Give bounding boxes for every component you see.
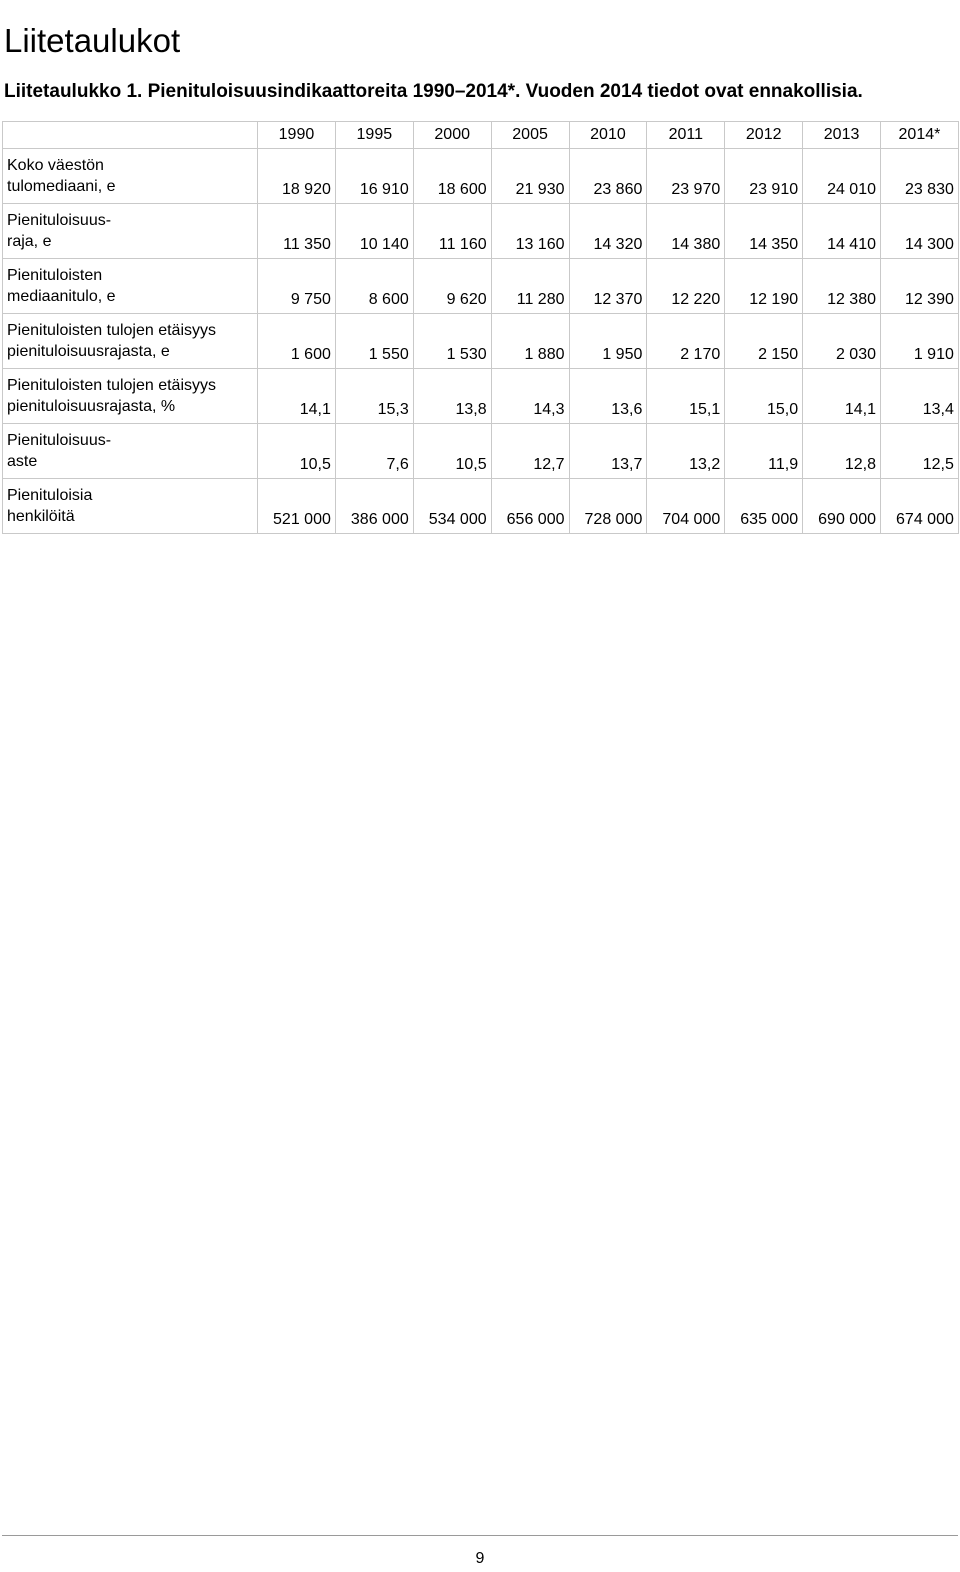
value-cell: 14 300 — [881, 204, 959, 259]
row-label — [3, 259, 258, 314]
value-cell: 1 880 — [491, 314, 569, 369]
value-cell: 656 000 — [491, 479, 569, 534]
value-cell: 14 380 — [647, 204, 725, 259]
value-cell: 1 910 — [881, 314, 959, 369]
value-cell: 12 220 — [647, 259, 725, 314]
table-header-row — [3, 122, 959, 149]
row-label-line: Pienituloisten — [7, 267, 103, 284]
value-cell: 15,1 — [647, 369, 725, 424]
value-cell: 690 000 — [803, 479, 881, 534]
value-cell: 674 000 — [881, 479, 959, 534]
row-label-line: henkilöitä — [7, 508, 75, 525]
value-cell: 12,5 — [881, 424, 959, 479]
row-label-line: pienituloisuusrajasta, e — [7, 343, 170, 360]
value-cell: 21 930 — [491, 149, 569, 204]
table-caption: Liitetaulukko 1. Pienituloisuusindikaattoreita 1990–2014*. Vuoden 2014 tiedot ovat ennakollisia. — [4, 81, 863, 102]
value-cell: 13,8 — [413, 369, 491, 424]
column-header-2013: 2013 — [803, 122, 881, 149]
row-label — [3, 314, 258, 369]
value-cell: 10,5 — [413, 424, 491, 479]
value-cell: 11 350 — [258, 204, 336, 259]
value-cell: 24 010 — [803, 149, 881, 204]
row-label-line: aste — [7, 453, 38, 470]
row-label-line: mediaanitulo, e — [7, 288, 116, 305]
value-cell: 23 830 — [881, 149, 959, 204]
value-cell: 7,6 — [335, 424, 413, 479]
value-cell: 13 160 — [491, 204, 569, 259]
value-cell: 14 320 — [569, 204, 647, 259]
table-row — [3, 369, 959, 424]
value-cell: 23 910 — [725, 149, 803, 204]
row-label — [3, 204, 258, 259]
row-label-line: Pienituloisia — [7, 487, 93, 504]
value-cell: 14,1 — [258, 369, 336, 424]
value-cell: 12,8 — [803, 424, 881, 479]
indicator-table — [2, 121, 959, 534]
row-label — [3, 369, 258, 424]
row-label-line: Pienituloisten tulojen etäisyys — [7, 322, 217, 339]
value-cell: 2 150 — [725, 314, 803, 369]
value-cell: 2 170 — [647, 314, 725, 369]
value-cell: 14 410 — [803, 204, 881, 259]
table-row — [3, 314, 959, 369]
value-cell: 12 380 — [803, 259, 881, 314]
value-cell: 704 000 — [647, 479, 725, 534]
row-label — [3, 424, 258, 479]
value-cell: 635 000 — [725, 479, 803, 534]
table-row — [3, 424, 959, 479]
value-cell: 14,1 — [803, 369, 881, 424]
page-number: 9 — [475, 1550, 485, 1567]
table-row — [3, 479, 959, 534]
row-label-line: Pienituloisuus- — [7, 212, 112, 229]
row-label-line: Pienituloisuus- — [7, 432, 112, 449]
value-cell: 12 390 — [881, 259, 959, 314]
row-label-line: Koko väestön — [7, 157, 104, 174]
value-cell: 12 370 — [569, 259, 647, 314]
value-cell: 14 350 — [725, 204, 803, 259]
column-header-2005: 2005 — [491, 122, 569, 149]
value-cell: 9 750 — [258, 259, 336, 314]
value-cell: 386 000 — [335, 479, 413, 534]
row-label-line: raja, e — [7, 233, 52, 250]
row-label — [3, 149, 258, 204]
value-cell: 1 950 — [569, 314, 647, 369]
value-cell: 16 910 — [335, 149, 413, 204]
value-cell: 728 000 — [569, 479, 647, 534]
value-cell: 10,5 — [258, 424, 336, 479]
table-row — [3, 149, 959, 204]
column-header-2010: 2010 — [569, 122, 647, 149]
footer-divider — [2, 1535, 958, 1536]
value-cell: 521 000 — [258, 479, 336, 534]
value-cell: 1 600 — [258, 314, 336, 369]
column-header-2012: 2012 — [725, 122, 803, 149]
value-cell: 534 000 — [413, 479, 491, 534]
value-cell: 2 030 — [803, 314, 881, 369]
value-cell: 12 190 — [725, 259, 803, 314]
row-label-line: tulomediaani, e — [7, 178, 116, 195]
value-cell: 23 860 — [569, 149, 647, 204]
value-cell: 10 140 — [335, 204, 413, 259]
page-heading: Liitetaulukot — [4, 22, 181, 60]
value-cell: 11,9 — [725, 424, 803, 479]
value-cell: 14,3 — [491, 369, 569, 424]
value-cell: 13,6 — [569, 369, 647, 424]
row-label-line: Pienituloisten tulojen etäisyys — [7, 377, 217, 394]
column-header-2011: 2011 — [647, 122, 725, 149]
value-cell: 13,4 — [881, 369, 959, 424]
value-cell: 11 280 — [491, 259, 569, 314]
value-cell: 23 970 — [647, 149, 725, 204]
column-header-1995: 1995 — [335, 122, 413, 149]
row-label-line: pienituloisuusrajasta, % — [7, 398, 176, 415]
row-label — [3, 479, 258, 534]
header-corner-cell — [3, 122, 258, 149]
value-cell: 15,3 — [335, 369, 413, 424]
column-header-2014: 2014* — [881, 122, 959, 149]
value-cell: 13,2 — [647, 424, 725, 479]
value-cell: 18 920 — [258, 149, 336, 204]
value-cell: 18 600 — [413, 149, 491, 204]
value-cell: 15,0 — [725, 369, 803, 424]
value-cell: 11 160 — [413, 204, 491, 259]
table-row — [3, 204, 959, 259]
value-cell: 9 620 — [413, 259, 491, 314]
column-header-2000: 2000 — [413, 122, 491, 149]
value-cell: 12,7 — [491, 424, 569, 479]
value-cell: 1 550 — [335, 314, 413, 369]
table-row — [3, 259, 959, 314]
value-cell: 8 600 — [335, 259, 413, 314]
column-header-1990: 1990 — [258, 122, 336, 149]
value-cell: 1 530 — [413, 314, 491, 369]
value-cell: 13,7 — [569, 424, 647, 479]
